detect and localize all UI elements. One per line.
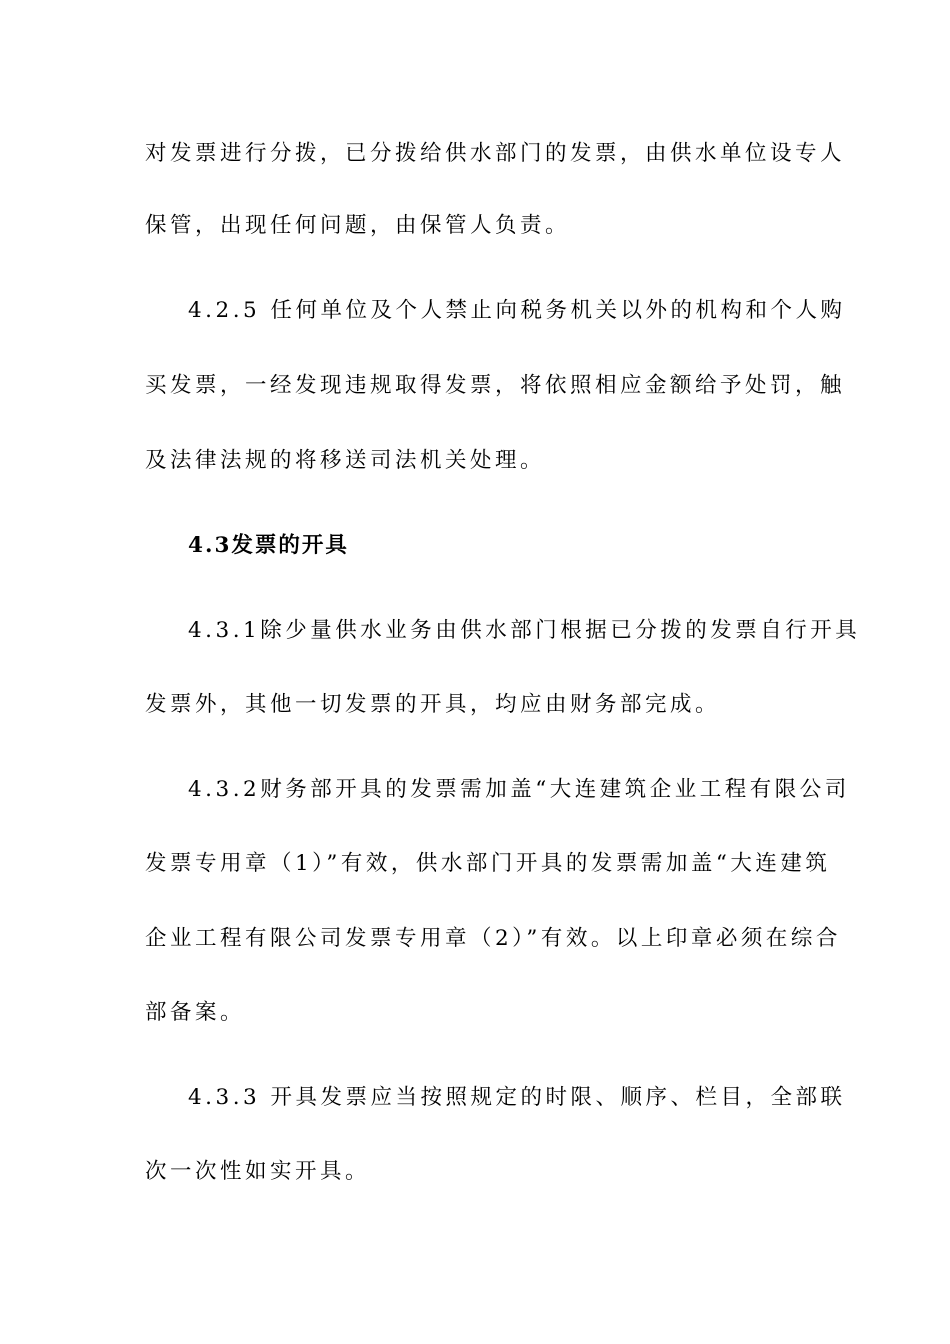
- paragraph-4-3-1-line-2: 发票外，其他一切发票的开具，均应由财务部完成。: [145, 692, 721, 717]
- paragraph-4-3-2-line-4: 部备案。: [145, 1000, 246, 1025]
- paragraph-4-3-1-line-1: 4.3.1除少量供水业务由供水部门根据已分拨的发票自行开具: [188, 618, 861, 643]
- paragraph-4-3-2-line-1: 4.3.2财务部开具的发票需加盖“大连建筑企业工程有限公司: [188, 777, 850, 802]
- paragraph-4-2-4-line-3: 保管，出现任何问题，由保管人负责。: [145, 213, 571, 238]
- paragraph-4-3-3-line-1: 4.3.3 开具发票应当按照规定的时限、顺序、栏目，全部联: [188, 1085, 846, 1110]
- paragraph-4-2-5-line-3: 及法律法规的将移送司法机关处理。: [145, 448, 546, 473]
- paragraph-4-2-4-line-2: 对发票进行分拨，已分拨给供水部门的发票，由供水单位设专人: [145, 141, 846, 166]
- paragraph-4-3-3-line-2: 次一次性如实开具。: [145, 1159, 371, 1184]
- paragraph-4-3-2-line-2: 发票专用章（1）”有效，供水部门开具的发票需加盖“大连建筑: [145, 851, 831, 876]
- paragraph-4-2-5-line-1: 4.2.5 任何单位及个人禁止向税务机关以外的机构和个人购: [188, 298, 846, 323]
- paragraph-4-2-5-line-2: 买发票，一经发现违规取得发票，将依照相应金额给予处罚，触: [145, 373, 846, 398]
- section-heading-4-3: 4.3发票的开具: [188, 533, 349, 558]
- paragraph-4-3-2-line-3: 企业工程有限公司发票专用章（2）”有效。以上印章必须在综合: [145, 926, 841, 951]
